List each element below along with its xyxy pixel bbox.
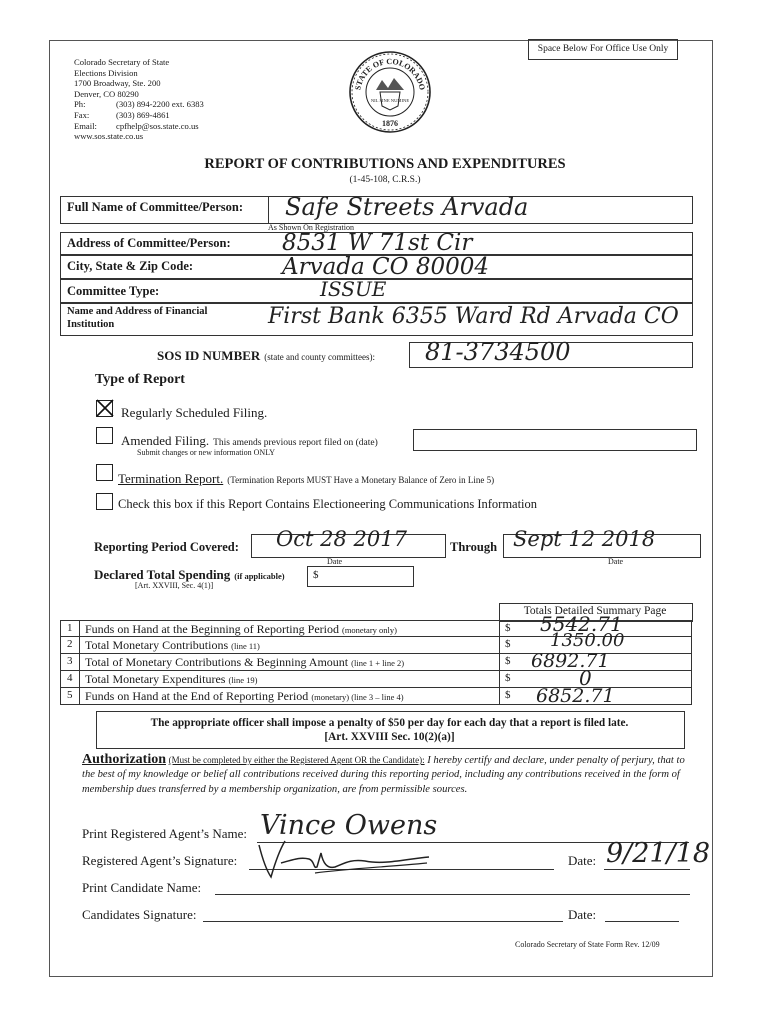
agent-date-line[interactable] [604,869,690,870]
total-expenditures-value: 0 [579,666,592,690]
name-note: As Shown On Registration [268,223,354,232]
address-value[interactable]: 8531 W 71st Cir [282,230,473,256]
state-seal [348,50,432,134]
sos-id-value: 81-3734500 [425,338,571,366]
authorization-note: (Must be completed by either the Registered Agent OR the Candidate): [168,755,425,765]
candidate-date-label: Date: [568,907,597,922]
address-label: Address of Committee/Person: [67,236,231,250]
svg-text:1876: 1876 [382,119,398,128]
agent-name-value: Vince Owens [260,810,438,841]
agency-web: www.sos.state.co.us [74,131,144,142]
agency-email: Email: cpfhelp@sos.state.co.us [74,120,199,131]
check-mark-icon [94,397,116,419]
period-to-value: Sept 12 2018 [513,527,656,551]
amended-filing-checkbox[interactable] [96,427,113,444]
office-use-box: Space Below For Office Use Only [528,39,678,60]
bank-label: Name and Address of Financial Institution [67,306,208,330]
amended-filing-label: Amended Filing. This amends previous report filed on (date) [121,433,378,448]
summary-row-2: 2 Total Monetary Contributions (line 11) $ 1350.00 [60,637,692,654]
spending-box[interactable] [307,566,414,587]
agency-name: Colorado Secretary of State [74,57,170,67]
summary-row-3: 3 Total of Monetary Contributions & Beginning Amount (line 1 + line 2) $ 6892.71 [60,654,692,671]
summary-row-1: 1 Funds on Hand at the Beginning of Reporting Period (monetary only) $ 5542.71 [60,620,692,637]
period-label: Reporting Period Covered: [94,540,239,554]
period-from-date-label: Date [327,557,343,566]
svg-text:STATE OF COLORADO: STATE OF COLORADO [353,56,427,91]
candidate-name-label: Print Candidate Name: [82,880,202,895]
monetary-contributions-value: 1350.00 [550,630,625,651]
agent-name-label: Print Registered Agent’s Name: [82,826,248,841]
agent-date-value: 9/21/18 [606,838,711,869]
agent-date-label: Date: [568,853,597,868]
agent-signature-label: Registered Agent’s Signature: [82,853,238,868]
spending-art: [Art. XXVIII, Sec. 4(1)] [135,581,214,590]
amended-date-box[interactable] [413,429,697,451]
agency-city: Denver, CO 80290 [74,88,139,99]
candidate-name-line[interactable] [215,894,690,895]
penalty-text: The appropriate officer shall impose a penalty of $50 per day for each day that a report is filed late. [Art. XXVIII Sec. 10(2)(a)] [150,717,629,743]
candidate-signature-line[interactable] [203,921,563,922]
spending-label: Declared Total Spending (if applicable) [94,567,285,582]
report-type-heading: Type of Report [95,372,185,387]
spending-dollar: $ [313,569,319,581]
amended-filing-sub: Submit changes or new information ONLY [137,448,276,457]
type-label: Committee Type: [67,284,160,298]
city-value[interactable]: Arvada CO 80004 [282,254,489,280]
electioneering-checkbox[interactable] [96,493,113,510]
svg-text:NIL SINE NUMINE: NIL SINE NUMINE [370,98,410,103]
period-from-value: Oct 28 2017 [276,527,407,551]
agency-phone: Ph: (303) 894-2200 ext. 6383 [74,99,204,110]
authorization-block [82,753,692,797]
type-value[interactable]: ISSUE [320,277,387,301]
period-through-label: Through [450,540,498,554]
electioneering-label: Check this box if this Report Contains Electioneering Communications Information [118,497,538,511]
regular-filing-label: Regularly Scheduled Filing. [121,405,268,420]
form-footer: Colorado Secretary of State Form Rev. 12/09 [515,940,660,949]
summary-header: Totals Detailed Summary Page [523,605,667,617]
total-contributions-value: 6892.71 [531,650,610,672]
page-title: REPORT OF CONTRIBUTIONS AND EXPENDITURES [204,156,566,172]
funds-beginning-value: 5542.71 [540,612,623,636]
termination-label: Termination Report. (Termination Reports MUST Have a Monetary Balance of Zero in Line 5) [118,471,495,486]
agency-fax: Fax: (303) 869-4861 [74,109,170,120]
period-to-date-label: Date [608,557,624,566]
city-label: City, State & Zip Code: [67,259,194,273]
bank-value[interactable]: First Bank 6355 Ward Rd Arvada CO [268,304,679,329]
agency-street: 1700 Broadway, Ste. 200 [74,78,161,89]
name-value: Safe Streets Arvada [285,193,529,221]
agency-address [74,57,204,142]
page-subtitle: (1-45-108, C.R.S.) [349,175,421,185]
termination-checkbox[interactable] [96,464,113,481]
candidate-signature-label: Candidates Signature: [82,907,197,922]
summary-row-4: 4 Total Monetary Expenditures (line 19) $ 0 [60,671,692,688]
summary-row-5: 5 Funds on Hand at the End of Reporting Period (monetary) (line 3 – line 4) $ 6852.71 [60,688,692,705]
sos-id-label: SOS ID NUMBER (state and county committees): [157,348,376,363]
name-label: Full Name of Committee/Person: [67,200,243,214]
authorization-heading: Authorization [82,752,166,767]
agency-division: Elections Division [74,67,138,78]
funds-end-value: 6852.71 [536,685,615,707]
authorization-text: I hereby certify and declare, under penalty of perjury, that to the best of my knowledge or belief all contributions received during this reporting period, including any contributions received in the form of membership dues transferred by a membership organization, are from permissible sources. [82,755,685,795]
candidate-date-line[interactable] [605,921,679,922]
agent-signature-mark [255,833,435,883]
